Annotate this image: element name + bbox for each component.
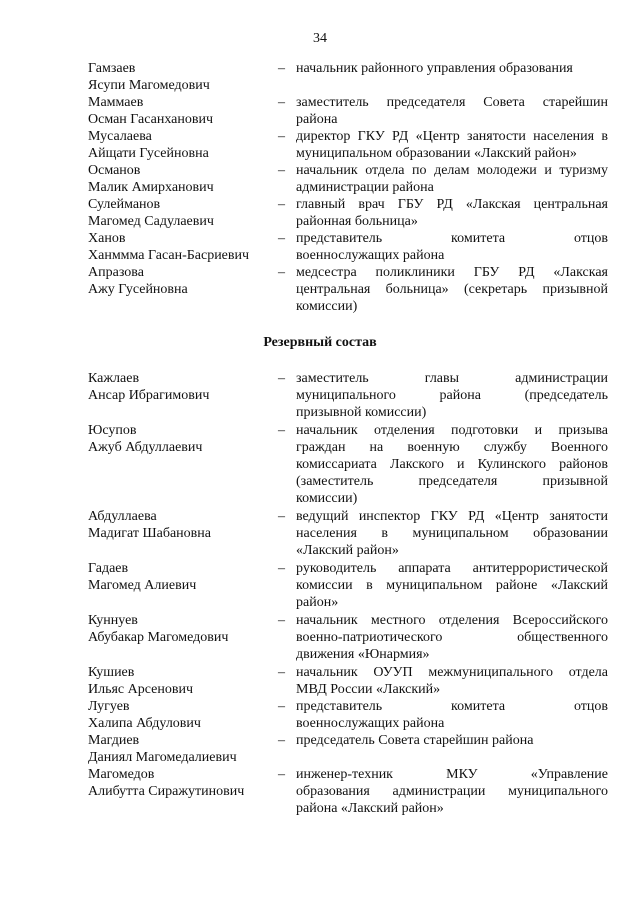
member-first-name: Алибутта Сиражутинович [88, 784, 245, 799]
member-name [88, 196, 278, 230]
member-position [296, 264, 608, 315]
position-line: «Лакский район» [296, 543, 399, 558]
member-position [296, 128, 608, 162]
position-line: движения «Юнармия» [296, 647, 430, 662]
member-name [88, 422, 278, 456]
member-last-name: Османов [88, 163, 141, 178]
position-line: комиссии) [296, 299, 358, 314]
member-last-name: Ханов [88, 231, 126, 246]
member-first-name: Ансар Ибрагимович [88, 388, 210, 403]
member-name [88, 230, 278, 264]
position-line: администрации района [296, 180, 434, 195]
member-position [296, 422, 608, 507]
position-line: призывной комиссии) [296, 405, 427, 420]
position-line: начальник районного управления образования [296, 61, 573, 76]
position-line: муниципальном образовании «Лакский район» [296, 146, 577, 161]
member-last-name: Гамзаев [88, 61, 136, 76]
member-position [296, 612, 608, 663]
position-line: заместитель главы администрации [296, 371, 608, 386]
member-position [296, 94, 608, 128]
position-line: районная больница» [296, 214, 418, 229]
member-first-name: Магомед Садулаевич [88, 214, 214, 229]
member-last-name: Сулейманов [88, 197, 161, 212]
dash-separator: – [278, 61, 285, 76]
member-last-name: Апразова [88, 265, 144, 280]
member-position [296, 230, 608, 264]
position-line: инженер-техник МКУ «Управление [296, 767, 608, 782]
position-line: комиссариата Лакского и Кулинского районов [296, 457, 608, 472]
member-position [296, 664, 608, 698]
member-position [296, 560, 608, 611]
position-line: директор ГКУ РД «Центр занятости населения в [296, 129, 608, 144]
position-line: начальник отдела по делам молодежи и туризму [296, 163, 608, 178]
member-name [88, 60, 278, 94]
dash-separator: – [278, 767, 285, 782]
page-number: 34 [313, 31, 327, 46]
dash-separator: – [278, 95, 285, 110]
member-last-name: Абдуллаева [88, 509, 157, 524]
member-first-name: Ясупи Магомедович [88, 78, 210, 93]
member-name [88, 698, 278, 732]
position-line: муниципального района (председатель [296, 388, 608, 403]
position-line: центральная больница» (секретарь призывной [296, 282, 608, 297]
member-position [296, 60, 608, 77]
member-first-name: Ажу Гусейновна [88, 282, 188, 297]
position-line: МВД России «Лакский» [296, 682, 441, 697]
member-last-name: Маммаев [88, 95, 144, 110]
member-name [88, 612, 278, 646]
member-first-name: Малик Амирханович [88, 180, 214, 195]
dash-separator: – [278, 423, 285, 438]
dash-separator: – [278, 733, 285, 748]
position-line: главный врач ГБУ РД «Лакская центральная [296, 197, 608, 212]
dash-separator: – [278, 613, 285, 628]
member-first-name: Халипа Абдулович [88, 716, 201, 731]
position-line: начальник отделения подготовки и призыва [296, 423, 608, 438]
position-line: района «Лакский район» [296, 801, 444, 816]
member-position [296, 766, 608, 817]
position-line: граждан на военную службу Военного [296, 440, 608, 455]
position-line: комиссии в муниципальном районе «Лакский [296, 578, 608, 593]
position-line: район» [296, 595, 339, 610]
dash-separator: – [278, 699, 285, 714]
position-line: военно-патриотического общественного [296, 630, 608, 645]
reserve-section-title: Резервный состав [263, 335, 377, 350]
position-line: ведущий инспектор ГКУ РД «Центр занятости [296, 509, 608, 524]
position-line: руководитель аппарата антитеррористической [296, 561, 608, 576]
position-line: представитель комитета отцов [296, 699, 608, 714]
member-first-name: Айщати Гусейновна [88, 146, 209, 161]
dash-separator: – [278, 509, 285, 524]
position-line: комиссии) [296, 491, 358, 506]
member-first-name: Ханммма Гасан-Басриевич [88, 248, 250, 263]
dash-separator: – [278, 265, 285, 280]
member-name [88, 162, 278, 196]
member-last-name: Кушиев [88, 665, 135, 680]
member-first-name: Магомед Алиевич [88, 578, 197, 593]
position-line: заместитель председателя Совета старейшин [296, 95, 608, 110]
position-line: образования администрации муниципального [296, 784, 608, 799]
member-last-name: Лугуев [88, 699, 130, 714]
member-first-name: Осман Гасанханович [88, 112, 214, 127]
member-last-name: Магдиев [88, 733, 140, 748]
dash-separator: – [278, 231, 285, 246]
member-first-name: Даниял Магомедалиевич [88, 750, 237, 765]
member-name [88, 94, 278, 128]
member-position [296, 508, 608, 559]
member-last-name: Юсупов [88, 423, 137, 438]
member-first-name: Мадигат Шабановна [88, 526, 211, 541]
position-line: медсестра поликлиники ГБУ РД «Лакская [296, 265, 608, 280]
position-line: начальник местного отделения Всероссийского [296, 613, 608, 628]
member-name [88, 508, 278, 542]
member-name [88, 128, 278, 162]
dash-separator: – [278, 665, 285, 680]
dash-separator: – [278, 129, 285, 144]
member-position [296, 698, 608, 732]
member-last-name: Куннуев [88, 613, 138, 628]
member-position [296, 370, 608, 421]
position-line: представитель комитета отцов [296, 231, 608, 246]
position-line: начальник ОУУП межмуниципального отдела [296, 665, 608, 680]
member-name [88, 766, 278, 800]
position-line: военнослужащих района [296, 248, 445, 263]
member-position [296, 162, 608, 196]
dash-separator: – [278, 197, 285, 212]
position-line: военнослужащих района [296, 716, 445, 731]
member-first-name: Абубакар Магомедович [88, 630, 229, 645]
member-last-name: Магомедов [88, 767, 155, 782]
member-first-name: Ажуб Абдуллаевич [88, 440, 203, 455]
member-name [88, 264, 278, 298]
member-position [296, 196, 608, 230]
dash-separator: – [278, 163, 285, 178]
member-first-name: Ильяс Арсенович [88, 682, 193, 697]
position-line: (заместитель председателя призывной [296, 474, 608, 489]
dash-separator: – [278, 371, 285, 386]
position-line: населения в муниципальном образовании [296, 526, 608, 541]
member-last-name: Мусалаева [88, 129, 152, 144]
member-last-name: Гадаев [88, 561, 129, 576]
dash-separator: – [278, 561, 285, 576]
member-name [88, 370, 278, 404]
position-line: председатель Совета старейшин района [296, 733, 534, 748]
member-name [88, 732, 278, 766]
member-last-name: Кажлаев [88, 371, 140, 386]
member-name [88, 560, 278, 594]
member-position [296, 732, 608, 749]
position-line: района [296, 112, 338, 127]
member-name [88, 664, 278, 698]
